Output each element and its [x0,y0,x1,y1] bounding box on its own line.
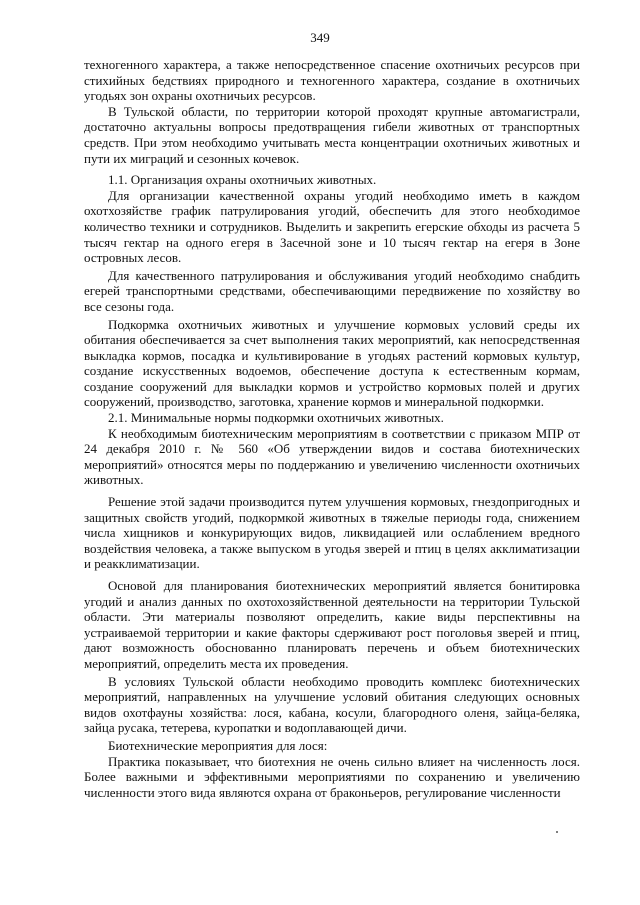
paragraph-transport: Для качественного патрулирования и обслуживания угодий необходимо снабдить егерей транспортными средствами, обеспечивающими передвижение по хозяйству во все сезоны года. [84,267,580,314]
paragraph-planning-basis: Основой для планирования биотехнических мероприятий является бонитировка угодий и анализ данных по охотохозяйственной деятельности на территории Тульской области. Эти материалы позволяют определить, какие виды перспективны на устраиваемой территории и какие факторы сдерживают рост поголовья зверей и птиц, дают возможность обоснованно планировать перечень и объем биотехнических мероприятий, определить места их проведения. [84,578,580,671]
paragraph-patrol-schedule: Для организации качественной охраны угодий необходимо иметь в каждом охотхозяйстве график патрулирования угодий, обеспечить для этого необходимое количество техники и сотрудников. Выделить и закрепить егерские обходы из расчета 5 тысяч гектар на одного егеря в Засечной зоне и 10 тысяч гектар на егеря в Зоне островных лесов. [84,187,580,266]
subheading-moose: Биотехнические мероприятия для лося: [108,737,328,753]
document-body [84,57,580,800]
paragraph-moose-practice: Практика показывает, что биотехния не очень сильно влияет на численность лося. Более важными и эффективными мероприятиями по сохранению и увеличению численности этого вида являются охрана от браконьеров, регулирование численности [84,753,580,800]
paragraph-biotech-measures: К необходимым биотехническим мероприятиям в соответствии с приказом МПР от 24 декабря 2010 г. № 560 «Об утверждении видов и состава биотехнических мероприятий» относятся меры по поддержанию и увеличению численности охотничьих животных. [84,425,580,488]
paragraph-highways: В Тульской области, по территории которой проходят крупные автомагистрали, достаточно актуальны вопросы предотвращения гибели животных от транспортных средств. При этом необходимо учитывать места концентрации охотничьих животных и пути их миграций и сезонных кочевок. [84,103,580,166]
paragraph-tula-complex: В условиях Тульской области необходимо проводить комплекс биотехнических мероприятий, направленных на улучшение условий обитания следующих основных видов охотфауны хозяйства: лося, кабана, косули, благородного оленя, зайца-беляка, зайца русака, тетерева, куропатки и водоплавающей дичи. [84,673,580,736]
section-heading-1-1: 1.1. Организация охраны охотничьих животных. [108,172,377,188]
page-number: 349 [310,30,330,45]
scan-speck [556,831,558,833]
section-heading-2-1: 2.1. Минимальные нормы подкормки охотничьих животных. [108,410,444,426]
paragraph-continuation: техногенного характера, а также непосредственное спасение охотничьих ресурсов при стихийных бедствиях природного и техногенного характера, создание в охотничьих угодьях зон охраны охотничьих ресурсов. [84,57,580,104]
paragraph-feeding: Подкормка охотничьих животных и улучшение кормовых условий среды их обитания обеспечивается за счет выполнения таких мероприятий, как непосредственная выкладка кормов, посадка и культивирование в угодьях растений кормовых культур, создание искусственных водоемов, обеспечение доступа к естественным кормам, создание сооружений для выкладки кормов и устройство кормовых полей и других сооружений, производство, заготовка, хранение кормов и минеральной подкормки. [84,316,580,410]
paragraph-solution: Решение этой задачи производится путем улучшения кормовых, гнездопригодных и защитных свойств угодий, подкормкой животных в тяжелые периоды года, снижением числа хищников и конкурирующих видов, ликвидацией или ослаблением вредного воздействия человека, а также выпуском в угодья зверей и птиц в целях акклиматизации и реакклиматизации. [84,494,580,572]
